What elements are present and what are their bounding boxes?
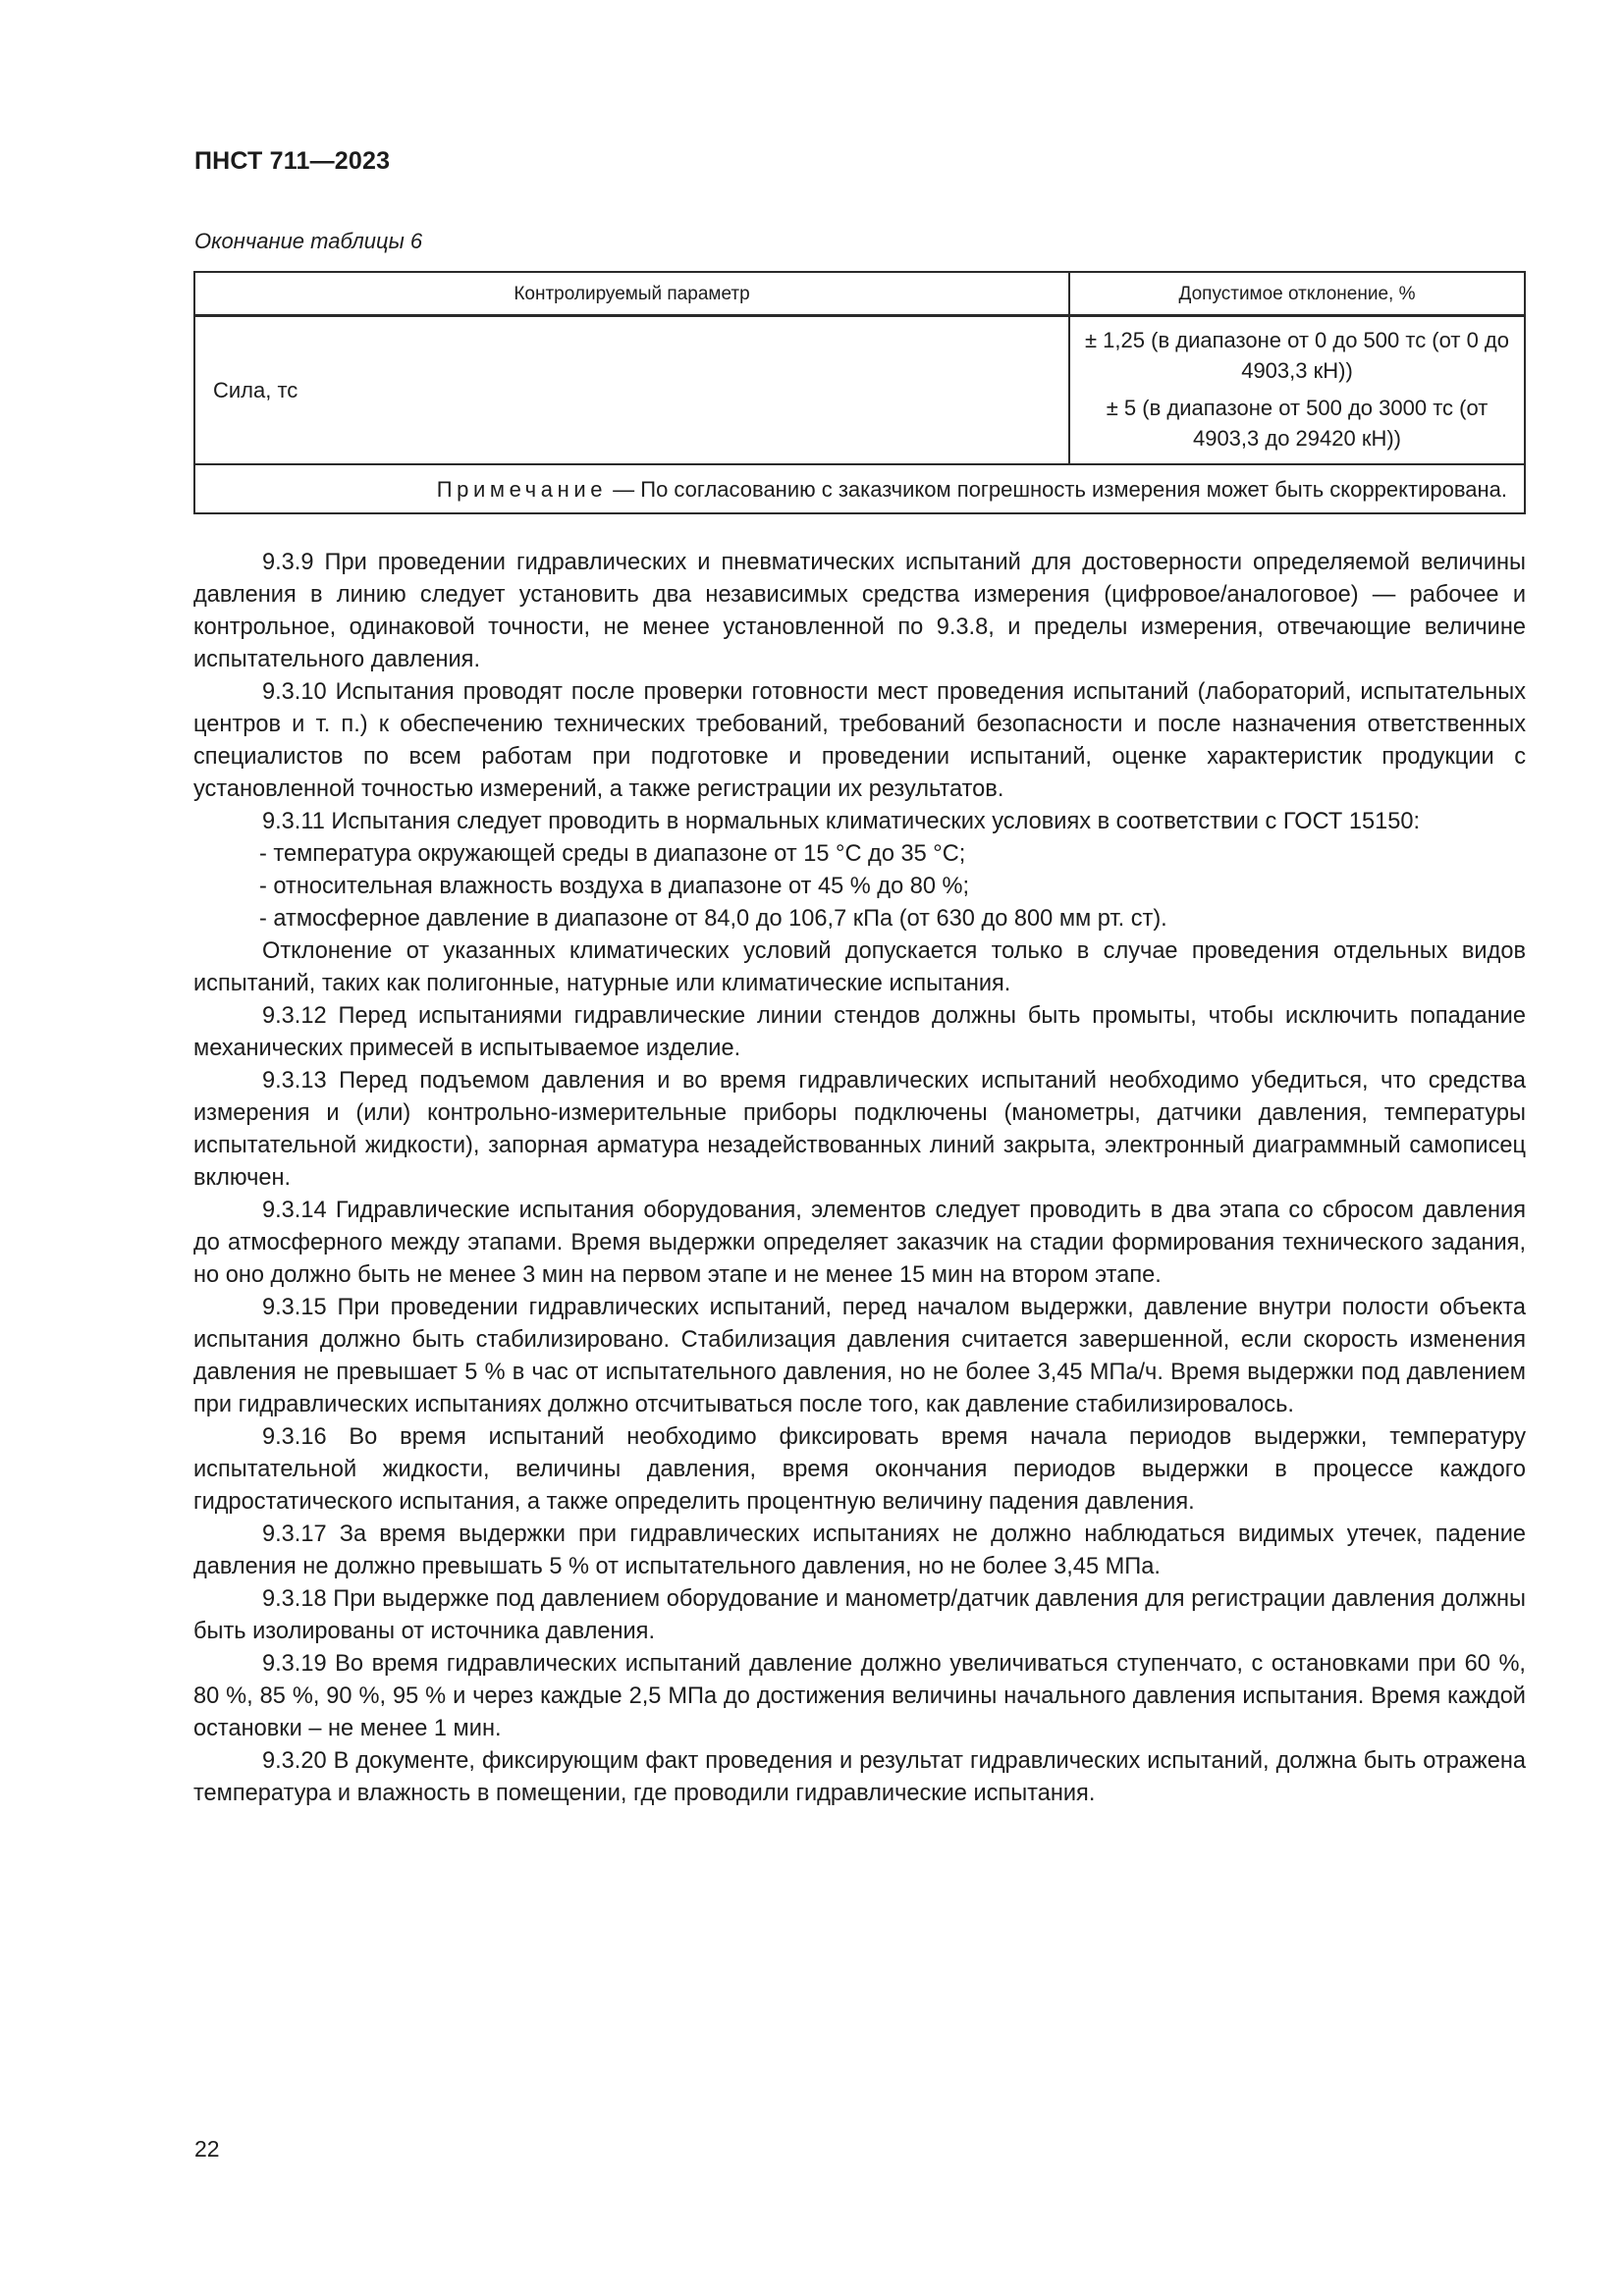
- page-number: 22: [194, 2136, 220, 2162]
- paragraph-9-3-11: 9.3.11 Испытания следует проводить в нормальных климатических условиях в соответствии с ГОСТ 15150:: [262, 809, 1421, 834]
- paragraph-9-3-9: 9.3.9 При проведении гидравлических и пневматических испытаний для достоверности определяемой величины давления в линию следует установить два независимых средства измерения (цифровое/аналоговое) — рабочее и контрольное, одинаковой точности, не менее установленной по 9.3.8, и пределы измерения, отвечающие величине испытательного давления.: [193, 550, 1526, 672]
- tolerance-value: ± 1,25 (в диапазоне от 0 до 500 тс (от 0 до 4903,3 кН)): [1085, 328, 1509, 383]
- note-text: — По согласованию с заказчиком погрешность измерения может быть скорректирована.: [607, 476, 1507, 502]
- document-id: ПНСТ 711—2023: [194, 147, 391, 175]
- tolerance-table: [193, 271, 1526, 514]
- list-item: - относительная влажность воздуха в диапазоне от 45 % до 80 %;: [259, 874, 970, 899]
- paragraph-9-3-10: 9.3.10 Испытания проводят после проверки готовности мест проведения испытаний (лабораторий, испытательных центров и т. п.) к обеспечению технических требований, требований безопасности и после назначения ответственных специалистов по всем работам при подготовке и проведении испытаний, оценке характеристик продукции с установленной точностью измерений, а также регистрации их результатов.: [193, 679, 1526, 802]
- tolerance-cell: [1069, 316, 1525, 465]
- column-header-parameter: Контролируемый параметр: [194, 272, 1069, 316]
- paragraph-9-3-20: 9.3.20 В документе, фиксирующим факт проведения и результат гидравлических испытаний, должна быть отражена температура и влажность в помещении, где проводили гидравлические испытания.: [193, 1748, 1526, 1806]
- paragraph-9-3-17: 9.3.17 За время выдержки при гидравлических испытаниях не должно наблюдаться видимых утечек, падение давления не должно превышать 5 % от испытательного давления, но не более 3,45 МПа.: [193, 1522, 1526, 1579]
- paragraph-9-3-19: 9.3.19 Во время гидравлических испытаний давление должно увеличиваться ступенчато, с остановками при 60 %, 80 %, 85 %, 90 %, 95 % и через каждые 2,5 МПа до достижения величины начального давления испытания. Время каждой остановки – не менее 1 мин.: [193, 1651, 1526, 1741]
- list-item: - атмосферное давление в диапазоне от 84,0 до 106,7 кПа (от 630 до 800 мм рт. ст).: [259, 906, 1167, 932]
- tolerance-value: ± 5 (в диапазоне от 500 до 3000 тс (от 4903,3 до 29420 кН)): [1106, 396, 1489, 451]
- table-note-row: [194, 464, 1525, 513]
- table-caption: Окончание таблицы 6: [194, 229, 423, 253]
- table-header-row: [194, 272, 1525, 316]
- parameter-cell: Сила, тс: [194, 316, 1069, 465]
- paragraph-9-3-18: 9.3.18 При выдержке под давлением оборудование и манометр/датчик давления для регистрации давления должны быть изолированы от источника давления.: [193, 1586, 1526, 1644]
- table-note: [194, 464, 1525, 513]
- table-row: [194, 316, 1525, 465]
- list-item: - температура окружающей среды в диапазоне от 15 °С до 35 °С;: [259, 841, 966, 867]
- paragraph-9-3-15: 9.3.15 При проведении гидравлических испытаний, перед началом выдержки, давление внутри полости объекта испытания должно быть стабилизировано. Стабилизация давления считается завершенной, если скорость изменения давления не превышает 5 % в час от испытательного давления, но не более 3,45 МПа/ч. Время выдержки под давлением при гидравлических испытаниях должно отсчитываться после того, как давление стабилизировалось.: [193, 1295, 1526, 1417]
- paragraph-9-3-16: 9.3.16 Во время испытаний необходимо фиксировать время начала периодов выдержки, температуру испытательной жидкости, величины давления, время окончания периодов выдержки в процессе каждого гидростатического испытания, а также определить процентную величину падения давления.: [193, 1424, 1526, 1515]
- document-body: [193, 547, 1526, 1810]
- paragraph-9-3-12: 9.3.12 Перед испытаниями гидравлические линии стендов должны быть промыты, чтобы исключить попадание механических примесей в испытываемое изделие.: [193, 1003, 1526, 1061]
- paragraph-9-3-11-continued: Отклонение от указанных климатических условий допускается только в случае проведения отдельных видов испытаний, таких как полигонные, натурные или климатические испытания.: [193, 938, 1526, 996]
- note-label: Примечание: [436, 476, 608, 502]
- paragraph-9-3-14: 9.3.14 Гидравлические испытания оборудования, элементов следует проводить в два этапа со сбросом давления до атмосферного между этапами. Время выдержки определяет заказчик на стадии формирования технического задания, но оно должно быть не менее 3 мин на первом этапе и не менее 15 мин на втором этапе.: [193, 1198, 1526, 1288]
- column-header-tolerance: Допустимое отклонение, %: [1069, 272, 1525, 316]
- paragraph-9-3-13: 9.3.13 Перед подъемом давления и во время гидравлических испытаний необходимо убедиться, что средства измерения и (или) контрольно-измерительные приборы подключены (манометры, датчики давления, температуры испытательной жидкости), запорная арматура незадействованных линий закрыта, электронный диаграммный самописец включен.: [193, 1068, 1526, 1191]
